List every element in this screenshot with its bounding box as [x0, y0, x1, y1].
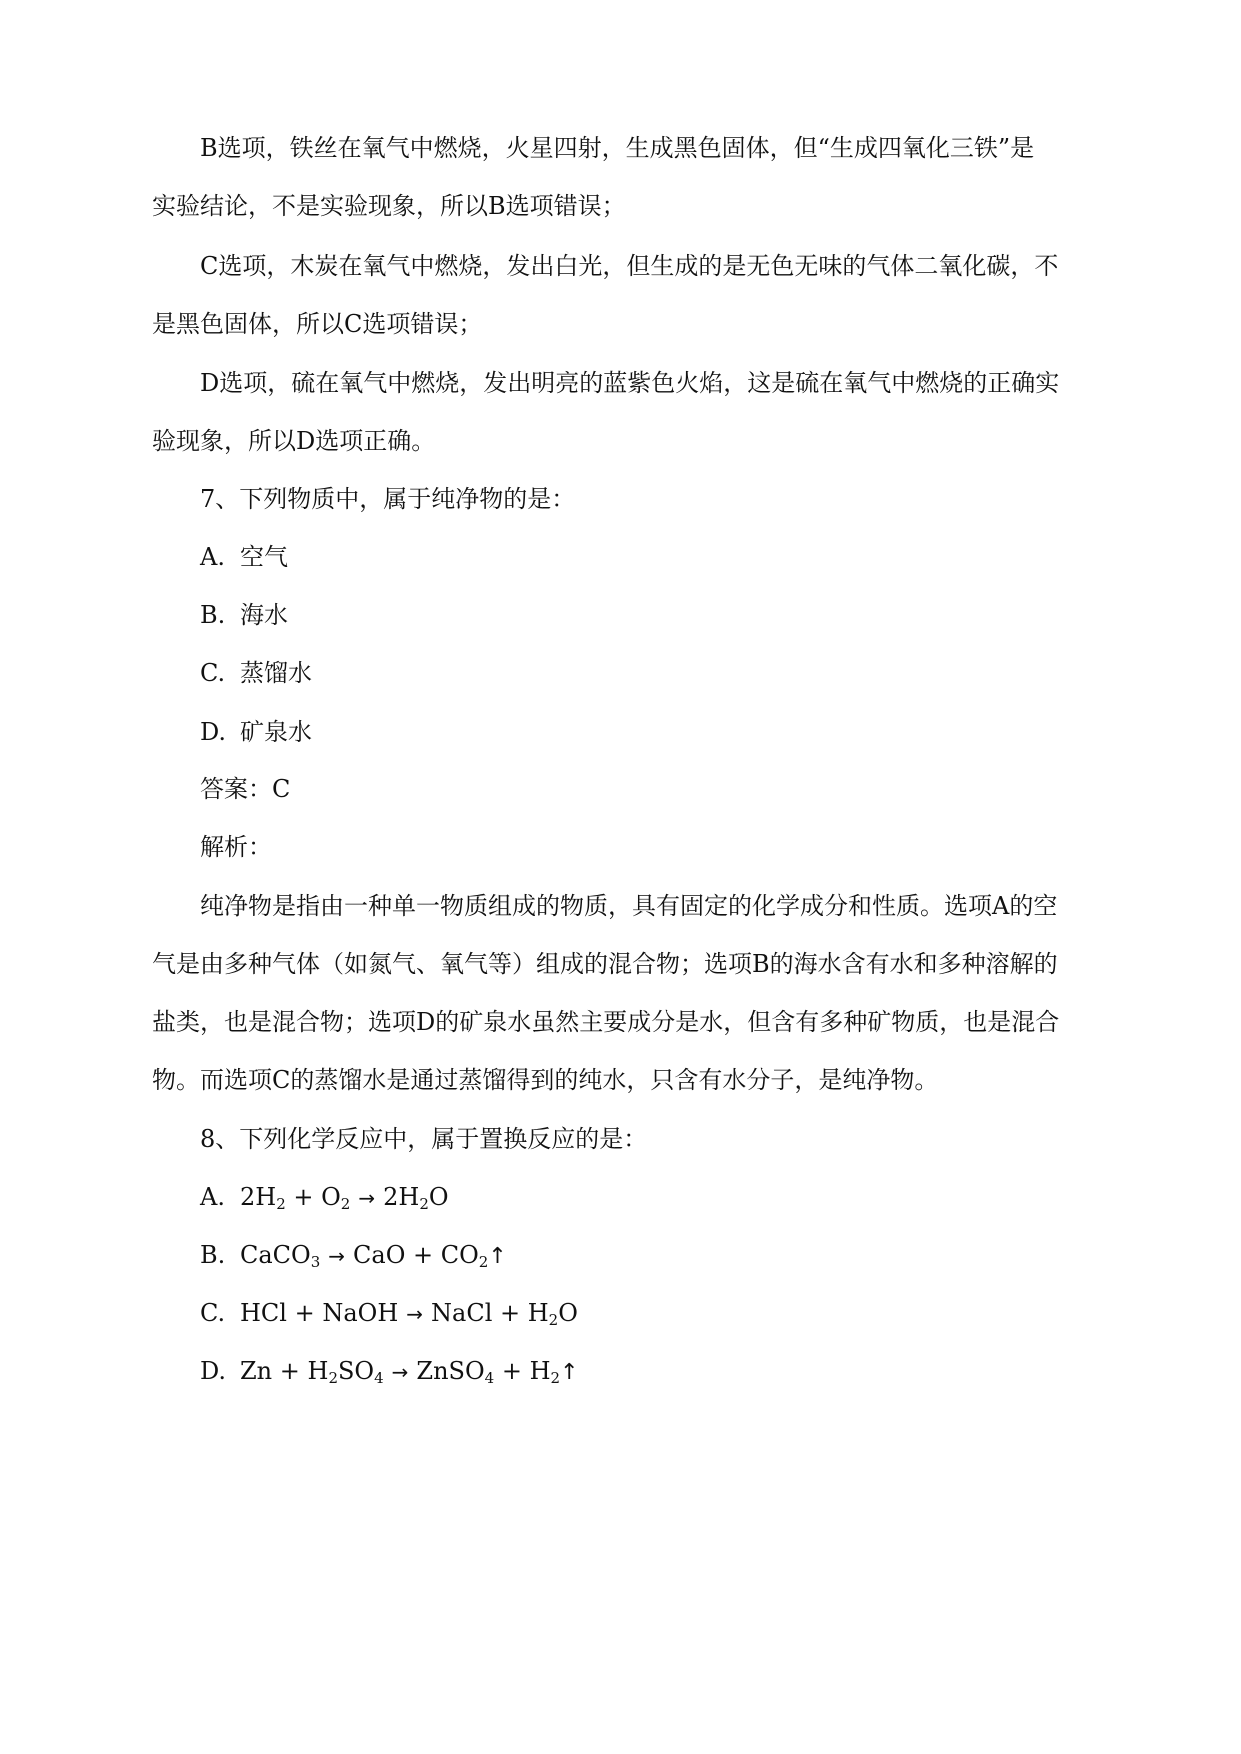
formula-part: ZnSO	[416, 1357, 485, 1385]
option-text: 蒸馏水	[240, 659, 312, 687]
analysis-d-line-1: D选项，硫在氧气中燃烧，发出明亮的蓝紫色火焰，这是硫在氧气中燃烧的正确实	[200, 369, 1060, 397]
q7-analysis-line-3: 盐类，也是混合物；选项D的矿泉水虽然主要成分是水，但含有多种矿物质，也是混合	[152, 1008, 1060, 1036]
formula-part: SO	[337, 1357, 375, 1385]
option-tag: B.	[200, 1241, 226, 1269]
gas-arrow-icon: ↑	[488, 1244, 507, 1269]
q8-option-b	[0, 1238, 1241, 1274]
analysis-c-line-1: C选项，木炭在氧气中燃烧，发出白光，但生成的是无色无味的气体二氧化碳，不	[200, 252, 1059, 280]
q7-analysis-line-4: 物。而选项C的蒸馏水是通过蒸馏得到的纯水，只含有水分子，是纯净物。	[152, 1066, 939, 1094]
subscript: 2	[276, 1195, 286, 1213]
q7-option-b	[0, 598, 1241, 632]
option-tag: A.	[200, 1183, 225, 1211]
q7-analysis-line-1: 纯净物是指由一种单一物质组成的物质，具有固定的化学成分和性质。选项A的空	[200, 892, 1058, 920]
subscript: 4	[374, 1369, 384, 1387]
arrow-right-icon: →	[328, 1244, 346, 1268]
option-tag: B.	[200, 601, 226, 629]
option-text: 空气	[240, 543, 288, 571]
formula-part: Zn + H	[240, 1357, 329, 1385]
arrow-right-icon: →	[391, 1360, 409, 1384]
q7-analysis-line-2: 气是由多种气体（如氮气、氧气等）组成的混合物；选项B的海水含有水和多种溶解的	[152, 950, 1058, 978]
arrow-right-icon: →	[358, 1186, 376, 1210]
analysis-b-line-2: 实验结论，不是实验现象，所以B选项错误；	[152, 192, 626, 220]
gas-arrow-icon: ↑	[560, 1360, 579, 1385]
q7-analysis-label: 解析：	[200, 833, 272, 861]
q7-option-c	[0, 656, 1241, 690]
option-tag: C.	[200, 659, 226, 687]
analysis-d-line-2: 验现象，所以D选项正确。	[152, 427, 436, 455]
option-text: 矿泉水	[240, 718, 312, 746]
option-tag: D.	[200, 718, 227, 746]
formula-part: + O	[285, 1183, 341, 1211]
formula-part: CaCO	[240, 1241, 311, 1269]
formula-part: O	[558, 1299, 578, 1327]
formula-part: NaCl + H	[431, 1299, 549, 1327]
subscript: 4	[484, 1369, 495, 1387]
option-tag: C.	[200, 1299, 226, 1327]
q8-option-d	[0, 1354, 1241, 1390]
q8-option-c	[0, 1296, 1241, 1331]
formula-part: CaO + CO	[353, 1241, 479, 1269]
question-7: 7、下列物质中，属于纯净物的是：	[200, 485, 576, 513]
option-tag: A.	[200, 543, 225, 571]
formula-part: 2H	[383, 1183, 420, 1211]
subscript: 2	[328, 1369, 338, 1387]
subscript: 2	[548, 1311, 559, 1329]
option-tag: D.	[200, 1357, 227, 1385]
option-text: 海水	[240, 601, 288, 629]
analysis-c-line-2: 是黑色固体，所以C选项错误；	[152, 310, 483, 338]
subscript: 2	[478, 1253, 489, 1271]
formula-part: HCl + NaOH	[240, 1299, 399, 1327]
q7-option-a	[0, 540, 1241, 574]
formula-part: + H	[494, 1357, 551, 1385]
q7-answer: 答案：C	[200, 775, 291, 803]
subscript: 2	[419, 1195, 429, 1213]
subscript: 2	[550, 1369, 561, 1387]
q8-option-a	[0, 1180, 1241, 1215]
q7-option-d	[0, 715, 1241, 749]
formula-part: 2H	[240, 1183, 277, 1211]
arrow-right-icon: →	[406, 1302, 424, 1326]
analysis-b-line-1: B选项，铁丝在氧气中燃烧，火星四射，生成黑色固体，但“生成四氧化三铁”是	[200, 134, 1035, 162]
question-8: 8、下列化学反应中，属于置换反应的是：	[200, 1125, 648, 1153]
formula-part: O	[428, 1183, 449, 1211]
subscript: 2	[340, 1195, 351, 1213]
subscript: 3	[310, 1253, 321, 1271]
